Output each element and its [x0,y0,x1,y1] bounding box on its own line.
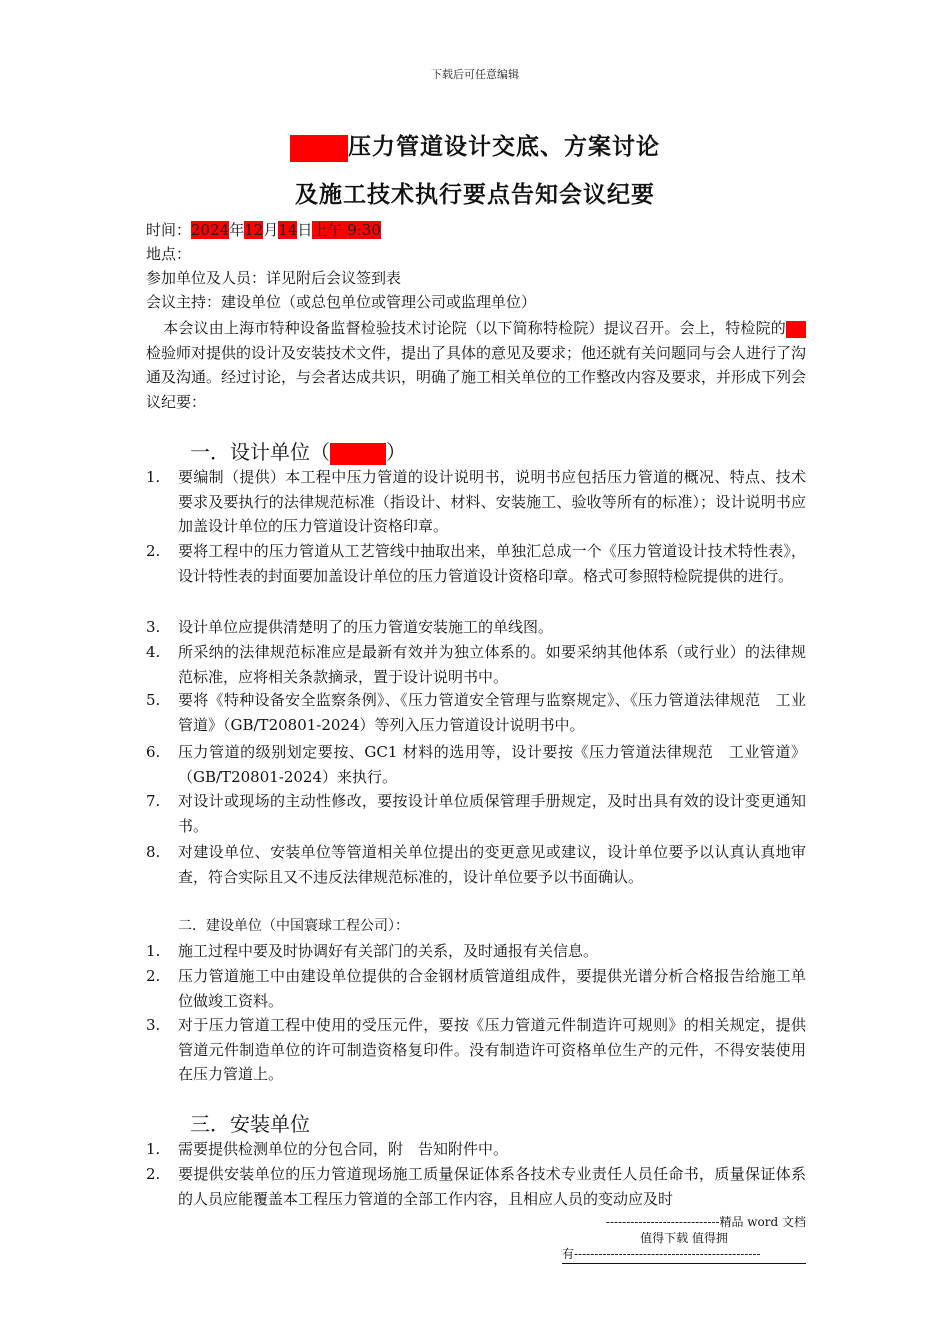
meeting-place: 地点： [146,245,192,263]
document-title-line1 [0,128,950,162]
time-month: 12 [244,221,264,239]
item-number: 3. [146,618,161,636]
item-number: 2. [146,967,161,985]
section3-heading: 三．安装单位 [190,1112,310,1136]
section2-item [146,964,806,1013]
section2-heading: 二．建设单位（中国寰球工程公司）： [178,918,409,934]
item-text: 所采纳的法律规范标准应是最新有效并为独立体系的。如要采纳其他体系（或行业）的法律规范标准，应将相关条款摘录，置于设计说明书中。 [178,643,806,686]
item-number: 3. [146,1016,161,1034]
item-text: 需要提供检测单位的分包合同，附 告知附件中。 [178,1140,509,1158]
section1-item [146,740,806,789]
footer-line3: 有---------------------------------------------- [562,1246,806,1264]
item-number: 2. [146,1165,161,1183]
footer-line1: ----------------------------精品 word 文档 [605,1215,806,1229]
section1-item [146,539,806,588]
item-text: 要将工程中的压力管道从工艺管线中抽取出来，单独汇总成一个《压力管道设计技术特性表》，设计特性表的封面要加盖设计单位的压力管道设计资格印章。格式可参照特检院提供的进行。 [178,542,806,585]
time-year-unit: 年 [229,221,245,239]
item-text: 对建设单位、安装单位等管道相关单位提出的变更意见或建议，设计单位要予以认真认真地审查，符合实际且又不违反法律规范标准的，设计单位要予以书面确认。 [178,843,806,886]
item-number: 1. [146,1140,161,1158]
item-number: 8. [146,843,161,861]
section3-item [146,1137,806,1162]
page-header: 下载后可任意编辑 [431,68,519,81]
section1-heading-text: 一．设计单位（ [190,440,330,464]
section1-item [146,465,806,539]
time-day: 14 [278,221,298,239]
redacted-design-unit [330,443,386,465]
redacted-inspector-name [786,321,806,338]
item-text: 设计单位应提供清楚明了的压力管道安装施工的单线图。 [178,618,554,636]
title-line1-text: 压力管道设计交底、方案讨论 [348,133,660,160]
time-label: 时间： [146,221,192,239]
section3-item [146,1162,806,1211]
item-number: 7. [146,792,161,810]
page-footer [562,1214,806,1264]
intro-paragraph [146,316,806,414]
item-text: 要编制（提供）本工程中压力管道的设计说明书，说明书应包括压力管道的概况、特点、技术要求及要执行的法律规范标准（指设计、材料、安装施工、验收等所有的标准）；设计说明书应加盖设计单位的压力管道设计资格印章。 [178,468,806,535]
section1-item [146,640,806,689]
intro-text-part2: 检验师对提供的设计及安装技术文件，提出了具体的意见及要求；他还就有关问题同与会人进行了沟通及沟通。经过讨论，与会者达成共识，明确了施工相关单位的工作整改内容及要求，并形成下列会议纪要： [146,343,807,411]
item-number: 5. [146,691,161,709]
meeting-attendees: 参加单位及人员：详见附后会议签到表 [146,269,402,287]
footer-line2: 值得下载 值得拥 [640,1231,728,1245]
item-text: 要提供安装单位的压力管道现场施工质量保证体系各技术专业责任人员任命书，质量保证体系的人员应能覆盖本工程压力管道的全部工作内容，且相应人员的变动应及时 [178,1165,806,1208]
meeting-host: 会议主持：建设单位（或总包单位或管理公司或监理单位） [146,293,537,311]
item-text: 对于压力管道工程中使用的受压元件，要按《压力管道元件制造许可规则》的相关规定，提供管道元件制造单位的许可制造资格复印件。没有制造许可资格单位生产的元件，不得安装使用在压力管道上。 [178,1016,806,1083]
item-number: 4. [146,643,161,661]
item-text: 压力管道的级别划定要按、GC1 材料的选用等，设计要按《压力管道法律规范 工业管道》（GB/T20801-2024）来执行。 [178,743,806,786]
item-text: 对设计或现场的主动性修改，要按设计单位质保管理手册规定，及时出具有效的设计变更通知书。 [178,792,806,835]
section1-heading [190,438,406,466]
time-day-unit: 日 [297,221,313,239]
item-text: 施工过程中要及时协调好有关部门的关系，及时通报有关信息。 [178,942,599,960]
section1-item [146,615,806,640]
section2-item [146,939,806,964]
item-number: 6. [146,743,161,761]
section1-item [146,840,806,889]
item-number: 1. [146,942,161,960]
document-title-line2: 及施工技术执行要点告知会议纪要 [295,181,655,208]
time-of-day: 上午 9:30 [312,221,381,239]
section1-heading-close: ） [386,440,406,464]
intro-text-part1: 本会议由上海市特种设备监督检验技术讨论院（以下简称特检院）提议召开。会上，特检院的 [163,319,786,337]
section2-item [146,1013,806,1087]
section1-item [146,688,806,737]
item-text: 压力管道施工中由建设单位提供的合金钢材质管道组成件，要提供光谱分析合格报告给施工单位做竣工资料。 [178,967,806,1010]
time-month-unit: 月 [263,221,279,239]
time-year: 2024 [191,221,230,239]
section1-item [146,789,806,838]
item-text: 要将《特种设备安全监察条例》、《压力管道安全管理与监察规定》、《压力管道法律规范 工业管道》（GB/T20801-2024）等列入压力管道设计说明书中。 [178,691,806,734]
redacted-company-name [290,135,348,162]
item-number: 2. [146,542,161,560]
meeting-time [146,218,381,242]
item-number: 1. [146,468,161,486]
